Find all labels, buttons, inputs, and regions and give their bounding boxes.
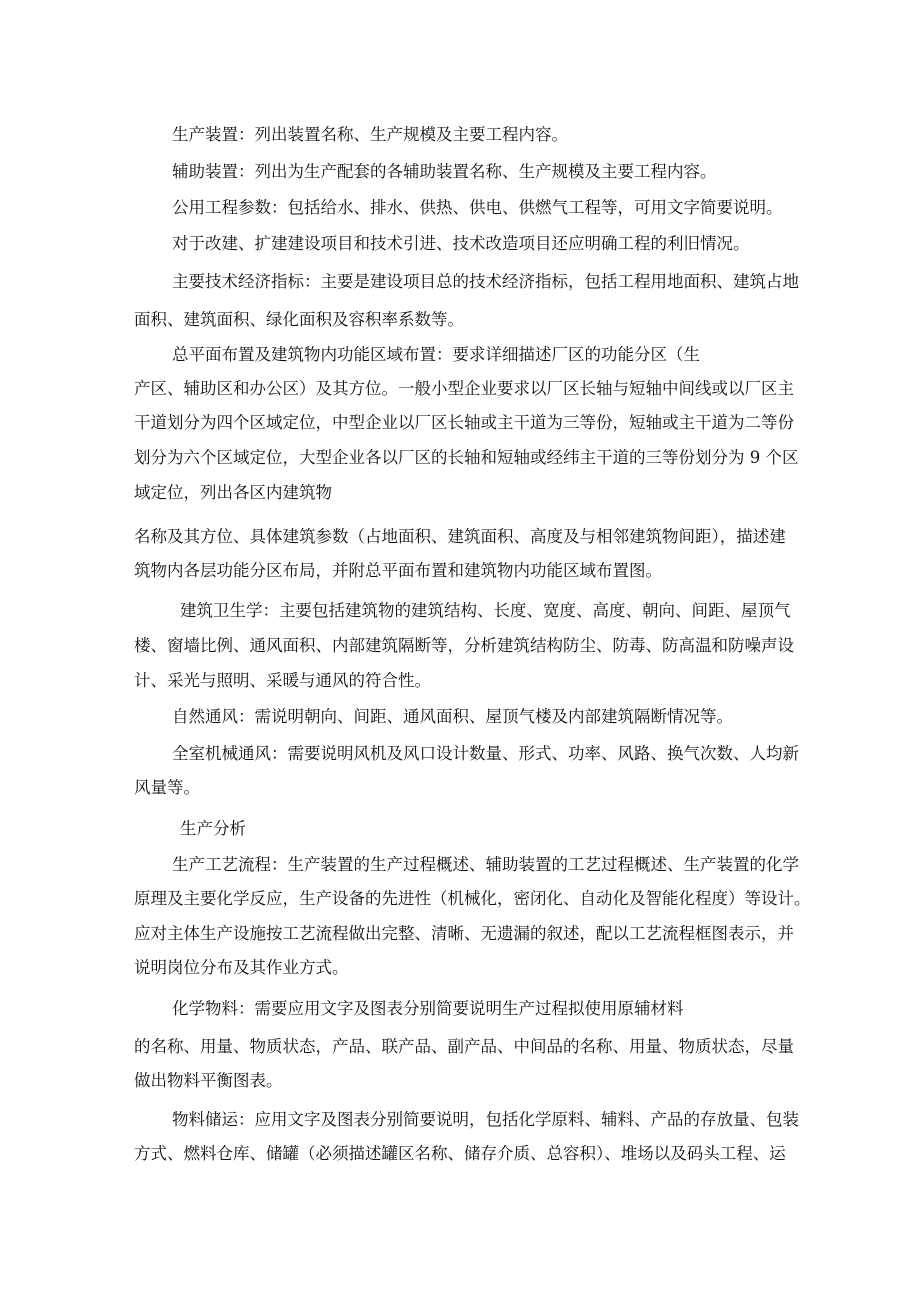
text-line [0, 117, 920, 153]
text-line [0, 553, 920, 589]
text-line [0, 847, 920, 883]
text-line [0, 736, 920, 772]
text-line [0, 519, 920, 555]
text-line [0, 337, 920, 373]
line-text: 划分为六个区域定位，大型企业各以厂区的长轴和短轴或经纬主干道的三等份划分为 9 个区 [134, 448, 799, 467]
line-text: 生产工艺流程：生产装置的生产过程概述、辅助装置的工艺过程概述、生产装置的化学 [172, 855, 799, 874]
text-line [0, 770, 920, 806]
text-line [0, 628, 920, 664]
line-text: 全室机械通风：需要说明风机及风口设计数量、形式、功率、风路、换气次数、人均新 [172, 744, 799, 763]
line-text: 主要技术经济指标：主要是建设项目总的技术经济指标，包括工程用地面积、建筑占地 [172, 272, 799, 291]
line-text: 建筑卫生学：主要包括建筑物的建筑结构、长度、宽度、高度、朝向、间距、屋顶气 [180, 601, 791, 620]
text-line [0, 593, 920, 629]
text-line [0, 264, 920, 300]
line-text: 总平面布置及建筑物内功能区域布置：要求详细描述厂区的功能分区（生 [172, 345, 700, 364]
line-text: 应对主体生产设施按工艺流程做出完整、清晰、无遗漏的叙述，配以工艺流程框图表示，并 [134, 924, 794, 943]
line-text: 名称及其方位、具体建筑参数（占地面积、建筑面积、高度及与相邻建筑物间距），描述建 [134, 527, 786, 546]
text-line [0, 1102, 920, 1138]
text-line [0, 190, 920, 226]
line-text: 域定位，列出各区内建筑物 [134, 483, 332, 502]
text-line [0, 405, 920, 441]
line-text: 做出物料平衡图表。 [134, 1071, 283, 1090]
line-text: 面积、建筑面积、绿化面积及容积率系数等。 [134, 310, 464, 329]
line-text: 筑物内各层功能分区布局，并附总平面布置和建筑物内功能区域布置图。 [134, 561, 662, 580]
line-text: 原理及主要化学反应，生产设备的先进性（机械化，密闭化、自动化及智能化程度）等设计。 [134, 889, 811, 908]
text-line [0, 916, 920, 952]
line-text: 说明岗位分布及其作业方式。 [134, 958, 349, 977]
line-text: 对于改建、扩建建设项目和技术引进、技术改造项目还应明确工程的利旧情况。 [172, 234, 750, 253]
text-line [0, 663, 920, 699]
text-line [0, 1136, 920, 1172]
text-line [0, 371, 920, 407]
line-text: 生产装置：列出装置名称、生产规模及主要工程内容。 [172, 125, 568, 144]
text-line [0, 881, 920, 917]
line-text: 化学物料：需要应用文字及图表分别简要说明生产过程拟使用原辅材料 [172, 999, 684, 1018]
text-line [0, 440, 920, 476]
section-heading [0, 811, 920, 847]
text-line [0, 1029, 920, 1065]
line-text: 产区、辅助区和办公区）及其方位。一般小型企业要求以厂区长轴与短轴中间线或以厂区主 [134, 379, 794, 398]
text-line [0, 1063, 920, 1099]
text-line [0, 475, 920, 511]
line-text: 辅助装置：列出为生产配套的各辅助装置名称、生产规模及主要工程内容。 [172, 162, 717, 181]
text-line [0, 991, 920, 1027]
line-text: 物料储运：应用文字及图表分别简要说明，包括化学原料、辅料、产品的存放量、包装 [172, 1110, 799, 1129]
line-text: 方式、燃料仓库、储罐（必须描述罐区名称、储存介质、总容积）、堆场以及码头工程、运 [134, 1144, 786, 1163]
text-line [0, 950, 920, 986]
text-line [0, 302, 920, 338]
line-text: 干道划分为四个区域定位，中型企业以厂区长轴或主干道为三等份，短轴或主干道为二等份 [134, 413, 794, 432]
line-text: 公用工程参数：包括给水、排水、供热、供电、供燃气工程等，可用文字简要说明。 [172, 198, 783, 217]
text-line [0, 154, 920, 190]
line-text: 风量等。 [134, 778, 200, 797]
line-text: 楼、窗墙比例、通风面积、内部建筑隔断等，分析建筑结构防尘、防毒、防高温和防噪声设 [134, 636, 794, 655]
text-line [0, 226, 920, 262]
line-text: 自然通风：需说明朝向、间距、通风面积、屋顶气楼及内部建筑隔断情况等。 [172, 707, 733, 726]
line-text: 计、采光与照明、采暖与通风的符合性。 [134, 671, 431, 690]
text-line [0, 699, 920, 735]
line-text: 的名称、用量、物质状态，产品、联产品、副产品、中间品的名称、用量、物质状态，尽量 [134, 1037, 794, 1056]
heading-text: 生产分析 [180, 819, 246, 838]
